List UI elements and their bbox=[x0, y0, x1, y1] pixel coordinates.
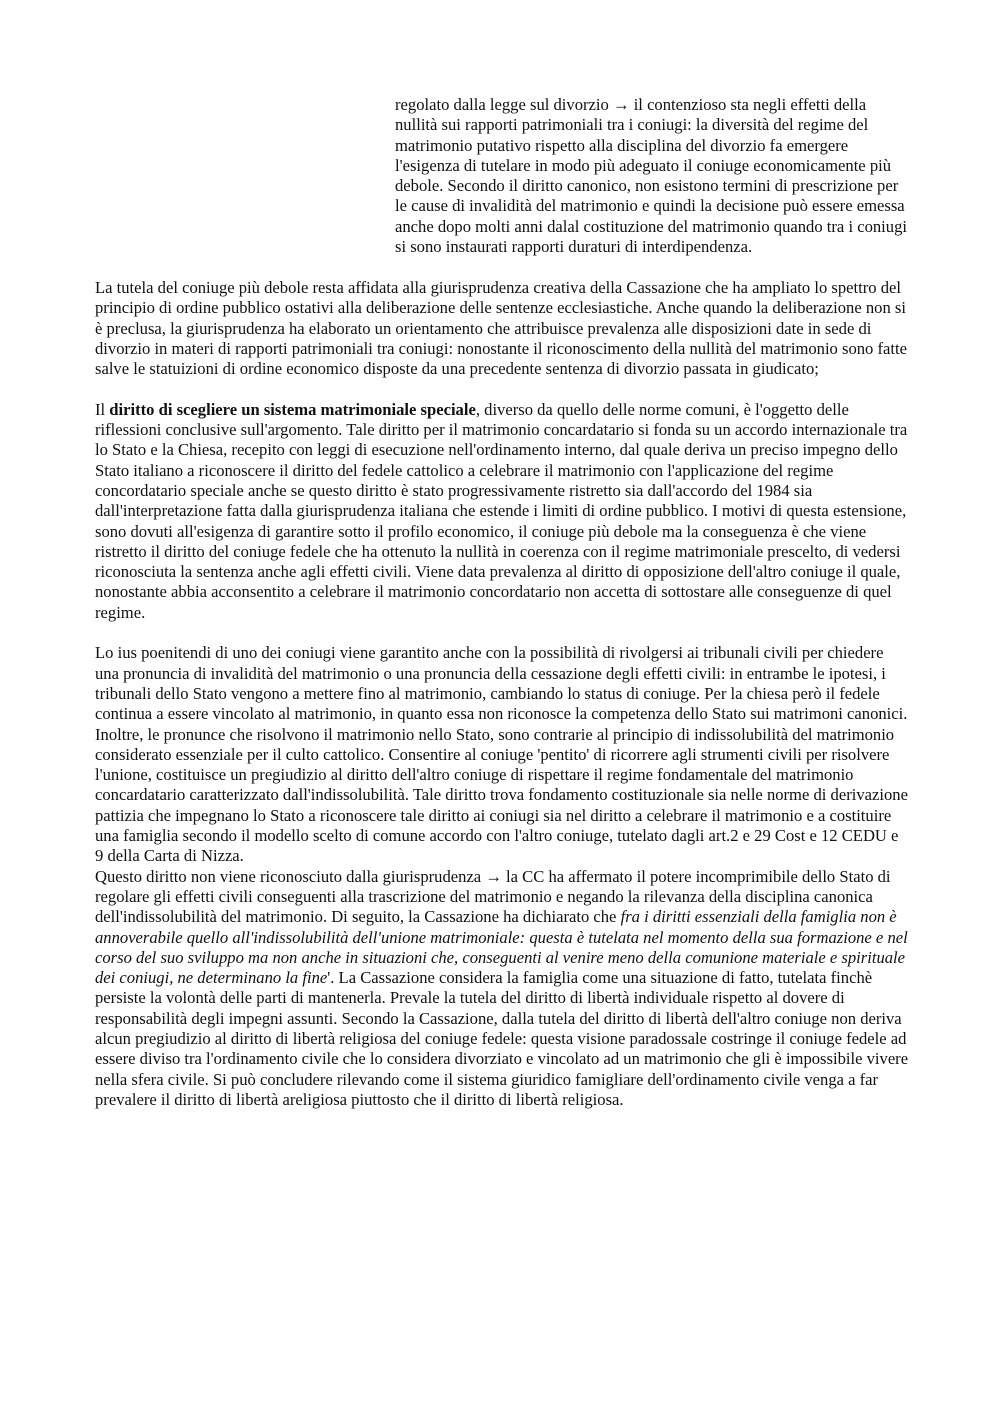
paragraph-3: Lo ius poenitendi di uno dei coniugi viene garantito anche con la possibilità di rivolgersi ai tribunali civili per chiedere una pronuncia di invalidità del matrimonio o una pronuncia della cessazione degli effetti civili: in entrambe le ipotesi, i tribunali dello Stato vengono a mettere fino al matrimonio, cambiando lo status di coniuge. Per la chiesa però il fedele continua a essere vincolato al matrimonio, in quanto essa non riconosce la competenza dello Stato sui matrimoni canonici. Inoltre, le pronunce che risolvono il matrimonio nello Stato, sono contrarie al principio di indissolubilità del matrimonio considerato essenziale per il culto cattolico. Consentire al coniuge 'pentito' di ricorrere agli strumenti civili per risolvere l'unione, costituisce un pregiudizio al diritto dell'altro coniuge di rispettare il regime fondamentale del matrimonio concardatario caratterizzato dall'indissolubilità. Tale diritto trova fondamento costituzionale sia nelle norme di derivazione pattizia che impegnano lo Stato a riconoscere tale diritto ai coniugi sia nel diritto a celebrare il matrimonio e a costituire una famiglia secondo il modello scelto di comune accordo con l'altro coniuge, tutelato dagli art.2 e 29 Cost e 12 CEDU e 9 della Carta di Nizza. bbox=[95, 643, 908, 866]
paragraph-4-rest: '. La Cassazione considera la famiglia come una situazione di fatto, tutelata finchè persiste la volontà delle parti di mantenerla. Prevale la tutela del diritto di libertà individuale rispetto al dovere di responsabilità degli impegni assunti. Secondo la Cassazione, dalla tutela del diritto di libertà dell'altro coniuge non deriva alcun pregiudizio al diritto di libertà religiosa del coniuge fedele: questa visione paradossale costringe il coniuge fedele ad essere diviso tra l'ordinamento civile che lo considera divorziato e vincolato ad un matrimonio che gli è impossibile vivere nella sfera civile. Si può concludere rilevando come il sistema giuridico famigliare dell'ordinamento civile venga a far prevalere il diritto di libertà areligiosa piuttosto che il diritto di libertà religiosa. bbox=[95, 968, 909, 1109]
paragraph-spacer bbox=[95, 379, 910, 399]
paragraph-spacer bbox=[95, 623, 910, 643]
paragraph-4-quote: fra i diritti essenziali della famiglia non è annoverabile quello all'indissolubilità dell'unione matrimoniale: questa è tutelata nel momento della sua formazione e nel corso del suo sviluppo ma non anche in situazioni che, conseguenti al venire meno della comunione materiale e spirituale dei coniugi, ne determinano la fine bbox=[95, 907, 908, 988]
paragraph-2-rest: , diverso da quello delle norme comuni, è l'oggetto delle riflessioni conclusive sull'argomento. Tale diritto per il matrimonio concardatario si fonda su un accordo internazionale tra lo Stato e la Chiesa, recepito con leggi di esecuzione nell'ordinamento interno, dal quale deriva un preciso impegno dello Stato italiano a riconoscere il diritto del fedele cattolico a celebrare il matrimonio con l'applicazione del regime concordatario speciale anche se questo diritto è stato progressivamente ristretto sia dall'accordo del 1984 sia dall'interpretazione fatta dalla giurisprudenza italiana che estende i limiti di ordine pubblico. I motivi di questa estensione, sono dovuti all'esigenza di garantire sotto il profilo economico, il coniuge più debole ma la conseguenza è che viene ristretto il diritto del coniuge fedele che ha ottenuto la nullità in coerenza con il regime matrimoniale prescelto, di vedersi riconosciuta la sentenza anche agli effetti civili. Viene data prevalenza al diritto di opposizione dell'altro coniuge il quale, nonostante abbia acconsentito a celebrare il matrimonio concordatario non accetta di sottostare alle conseguenze di quel regime. bbox=[95, 399, 908, 622]
paragraph-4 bbox=[95, 867, 910, 1111]
paragraph-1: La tutela del coniuge più debole resta affidata alla giurisprudenza creativa della Cassazione che ha ampliato lo spettro del principio di ordine pubblico ostativi alla deliberazione delle sentenze ecclesiastiche. Anche quando la deliberazione non si è preclusa, la giurisprudenza ha elaborato un orientamento che attribuisce prevalenza alle disposizioni date in sede di divorzio in materi di rapporti patrimoniali tra coniugi: nonostante il riconoscimento della nullità del matrimonio sono fatte salve le statuizioni di ordine economico disposte da una precedente sentenza di divorzio passata in giudicato; bbox=[95, 278, 907, 379]
body-text bbox=[95, 278, 910, 1110]
continued-paragraph: regolato dalla legge sul divorzio → il contenzioso sta negli effetti della nullità sui rapporti patrimoniali tra i coniugi: la diversità del regime del matrimonio putativo rispetto alla disciplina del divorzio fa emergere l'esigenza di tutelare in modo più adeguato il coniuge economicamente più debole. Secondo il diritto canonico, non esistono termini di prescrizione per le cause di invalidità del matrimonio e quindi la decisione può essere emessa anche dopo molti anni dalal costituzione del matrimonio quando tra i coniugi si sono instaurati rapporti duraturi di interdipendenza. bbox=[395, 95, 907, 257]
paragraph-2-bold-term: diritto di scegliere un sistema matrimoniale speciale bbox=[109, 399, 476, 419]
paragraph-2-lead: Il bbox=[95, 399, 110, 419]
paragraph-2 bbox=[95, 400, 910, 623]
paragraph-4-lead: Questo diritto non viene riconosciuto dalla giurisprudenza → la CC ha affermato il potere incomprimibile dello Stato di regolare gli effetti civili conseguenti alla trascrizione del matrimonio e negando la rilevanza della disciplina canonica dell'indissolubilità del matrimonio. Di seguito, la Cassazione ha dichiarato che bbox=[95, 866, 891, 927]
